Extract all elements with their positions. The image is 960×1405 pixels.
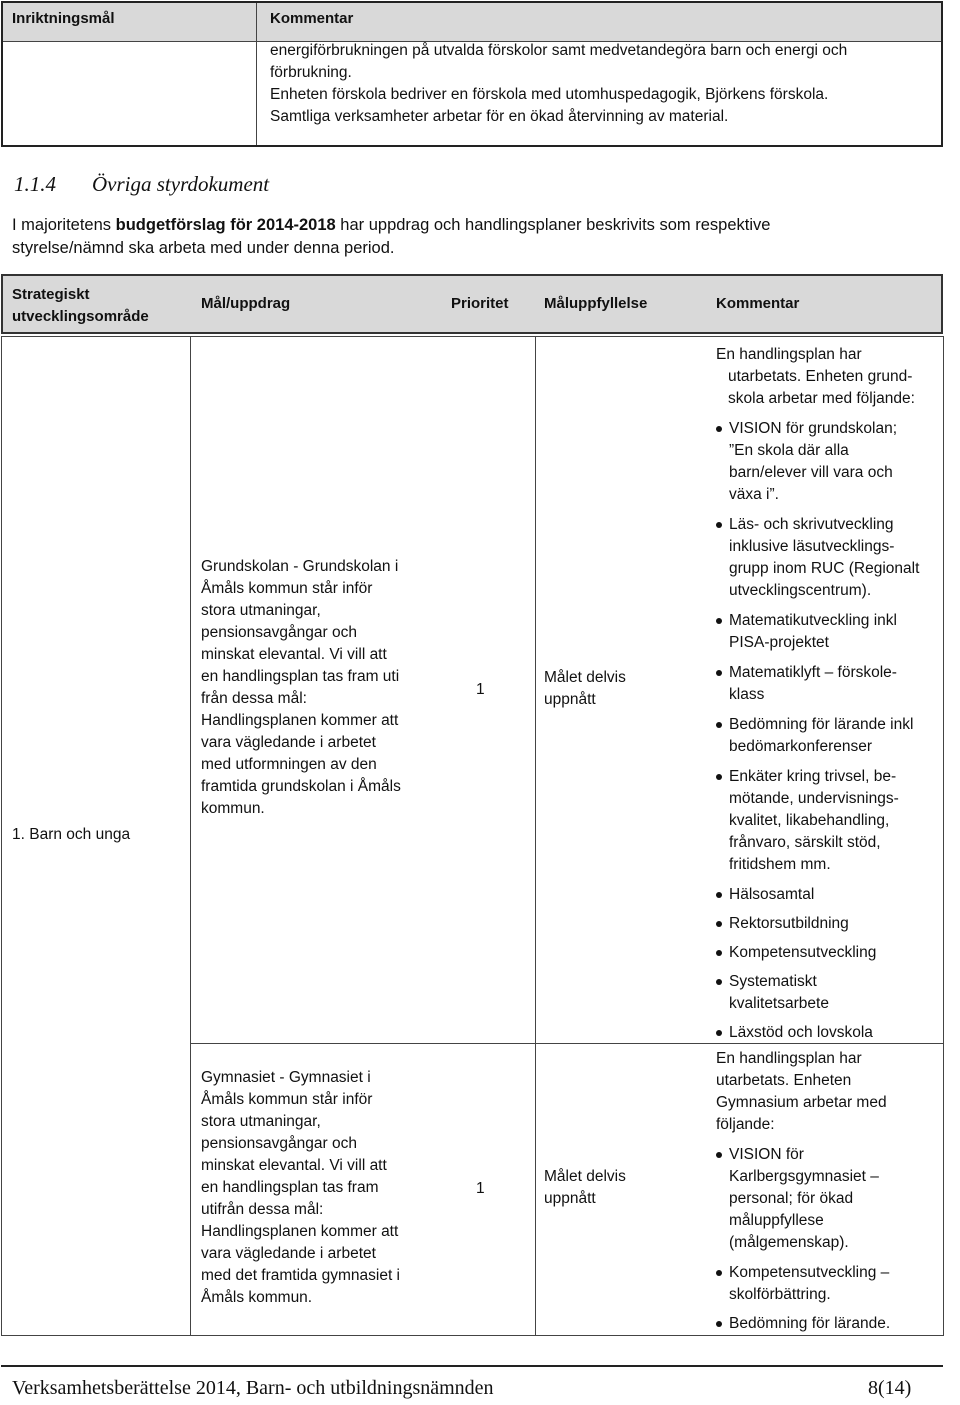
goal-line: vara vägledande i arbetet	[201, 734, 376, 751]
comment-intro-line: utarbetats. Enheten grund-	[728, 368, 913, 385]
goal-line: en handlingsplan tas fram	[201, 1179, 379, 1196]
bullet-line: mötande, undervisnings-	[729, 790, 899, 807]
goal-line: stora utmaningar,	[201, 602, 321, 619]
row1-fulfillment	[544, 667, 626, 711]
fulfillment-line: uppnått	[544, 691, 596, 708]
bullet-line: Läxstöd och lovskola	[729, 1024, 873, 1041]
goal-line: pensionsavgångar och	[201, 1135, 357, 1152]
bullet-line: inklusive läsutvecklings-	[729, 538, 895, 555]
bullet-line: Bedömning för lärande inkl	[729, 716, 914, 733]
bullet-item	[716, 913, 938, 935]
header-comment: Kommentar	[716, 295, 800, 312]
bullet-item	[716, 1144, 938, 1254]
bullet-line: Matematiklyft – förskole-	[729, 664, 897, 681]
top-table-divider	[256, 3, 257, 145]
bullet-item	[716, 1022, 938, 1044]
bullet-line: Karlbergsgymnasiet –	[729, 1168, 879, 1185]
row1-priority: 1	[476, 681, 485, 698]
row1-comment	[716, 344, 938, 1044]
goal-line: minskat elevantal. Vi vill att	[201, 1157, 387, 1174]
bullet-item	[716, 1313, 938, 1335]
bullet-line: måluppfyllese	[729, 1212, 824, 1229]
table-border-left	[1, 336, 2, 1335]
top-comment-line: Enheten förskola bedriver en förskola med utomhuspedagogik, Björkens förskola.	[270, 86, 829, 103]
row2-bullet-list	[716, 1144, 938, 1335]
fulfillment-line: uppnått	[544, 1190, 596, 1207]
goal-line: Åmåls kommun.	[201, 1289, 313, 1306]
table-border-bottom	[1, 1335, 944, 1336]
footer-rule	[1, 1365, 943, 1367]
bullet-item	[716, 610, 938, 654]
goal-line: från dessa mål:	[201, 690, 307, 707]
bullet-line: personal; för ökad	[729, 1190, 854, 1207]
bullet-item	[716, 884, 938, 906]
intro-text-2: har uppdrag och handlingsplaner beskrivits som respektive	[335, 216, 771, 234]
goal-line: framtida grundskolan i Åmåls	[201, 778, 401, 795]
row1-bullet-list	[716, 418, 938, 1044]
intro-line-2: styrelse/nämnd ska arbeta med under denna period.	[12, 239, 395, 257]
bullet-line: (målgemenskap).	[729, 1234, 849, 1251]
top-comment-line: förbrukning.	[270, 64, 352, 81]
bullet-line: växa i”.	[729, 486, 779, 503]
goal-line: Handlingsplanen kommer att	[201, 712, 399, 729]
header-area	[12, 284, 149, 328]
bullet-line: bedömarkonferenser	[729, 738, 873, 755]
goal-line: Handlingsplanen kommer att	[201, 1223, 399, 1240]
fulfillment-line: Målet delvis	[544, 669, 626, 686]
bullet-line: barn/elever vill vara och	[729, 464, 893, 481]
top-table-header	[3, 3, 941, 42]
goal-line: Gymnasiet - Gymnasiet i	[201, 1069, 371, 1086]
table-border-right	[943, 336, 944, 1335]
bullet-line: Hälsosamtal	[729, 886, 815, 903]
bullet-line: klass	[729, 686, 765, 703]
table-col-line	[535, 336, 536, 1335]
bullet-line: ”En skola där alla	[729, 442, 849, 459]
bullet-item	[716, 942, 938, 964]
bullet-line: Enkäter kring trivsel, be-	[729, 768, 897, 785]
bullet-line: fritidshem mm.	[729, 856, 831, 873]
bullet-item	[716, 418, 938, 506]
goal-line: minskat elevantal. Vi vill att	[201, 646, 387, 663]
bullet-line: skolförbättring.	[729, 1286, 831, 1303]
bullet-line: kvalitet, likabehandling,	[729, 812, 890, 829]
intro-line-1	[12, 214, 770, 237]
bullet-item	[716, 714, 938, 758]
section-number: 1.1.4	[14, 172, 56, 196]
bullet-line: Kompetensutveckling	[729, 944, 877, 961]
bullet-line: grupp inom RUC (Regionalt	[729, 560, 920, 577]
goal-line: med utformningen av den	[201, 756, 377, 773]
comment-intro-line: utarbetats. Enheten	[716, 1072, 852, 1089]
goal-line: en handlingsplan tas fram uti	[201, 668, 400, 685]
bullet-item	[716, 766, 938, 876]
goal-line: pensionsavgångar och	[201, 624, 357, 641]
header-fulfillment: Måluppfyllelse	[544, 295, 648, 312]
bullet-line: Matematikutveckling inkl	[729, 612, 897, 629]
bullet-line: Kompetensutveckling –	[729, 1264, 890, 1281]
bullet-line: Läs- och skrivutveckling	[729, 516, 894, 533]
row2-comment	[716, 1048, 938, 1335]
bullet-line: kvalitetsarbete	[729, 995, 829, 1012]
area-cell: 1. Barn och unga	[12, 826, 131, 843]
top-col2-header: Kommentar	[270, 10, 354, 27]
comment-intro-line: En handlingsplan har	[716, 346, 862, 363]
bullet-line: VISION för grundskolan;	[729, 420, 897, 437]
table-row-line	[1, 336, 944, 337]
comment-intro-line: följande:	[716, 1116, 775, 1133]
section-title: Övriga styrdokument	[92, 172, 270, 196]
bullet-item	[716, 1262, 938, 1306]
comment-intro-line: skola arbetar med följande:	[728, 390, 915, 407]
bullet-line: Bedömning för lärande.	[729, 1315, 891, 1332]
comment-intro-line: Gymnasium arbetar med	[716, 1094, 887, 1111]
bullet-line: frånvaro, särskilt stöd,	[729, 834, 881, 851]
footer-title: Verksamhetsberättelse 2014, Barn- och utbildningsnämnden	[12, 1377, 494, 1399]
intro-text-1: I majoritetens	[12, 216, 116, 234]
row2-priority: 1	[476, 1180, 485, 1197]
row2-fulfillment	[544, 1166, 626, 1210]
top-comment-line: Samtliga verksamheter arbetar för en ökad återvinning av material.	[270, 108, 729, 125]
goal-line: Åmåls kommun står inför	[201, 580, 373, 597]
bullet-line: utvecklingscentrum).	[729, 582, 872, 599]
bullet-item	[716, 971, 938, 1015]
intro-paragraph	[12, 214, 770, 260]
goal-line: vara vägledande i arbetet	[201, 1245, 376, 1262]
bullet-line: Systematiskt	[729, 973, 817, 990]
bullet-line: VISION för	[729, 1146, 804, 1163]
header-area-line1: Strategiskt	[12, 286, 90, 303]
row1-goal	[201, 556, 401, 820]
bullet-item	[716, 662, 938, 706]
goal-line: med det framtida gymnasiet i	[201, 1267, 401, 1284]
goal-line: kommun.	[201, 800, 265, 817]
goal-line: utifrån dessa mål:	[201, 1201, 324, 1218]
goal-line: Åmåls kommun står inför	[201, 1091, 373, 1108]
header-priority: Prioritet	[451, 295, 509, 312]
header-area-line2: utvecklingsområde	[12, 308, 149, 325]
goal-line: Grundskolan - Grundskolan i	[201, 558, 399, 575]
row2-goal	[201, 1067, 400, 1309]
intro-bold: budgetförslag för 2014-2018	[115, 216, 336, 234]
fulfillment-line: Målet delvis	[544, 1168, 626, 1185]
page-number: 8(14)	[868, 1377, 912, 1399]
comment-intro-line: En handlingsplan har	[716, 1050, 862, 1067]
table-col-line	[190, 336, 191, 1335]
goal-line: stora utmaningar,	[201, 1113, 321, 1130]
top-comment-line: energiförbrukningen på utvalda förskolor samt medvetandegöra barn och energi och	[270, 42, 848, 59]
top-comment-text	[270, 40, 847, 128]
header-goal: Mål/uppdrag	[201, 295, 291, 312]
bullet-item	[716, 514, 938, 602]
bullet-line: PISA-projektet	[729, 634, 829, 651]
top-col1-header: Inriktningsmål	[12, 10, 115, 27]
bullet-line: Rektorsutbildning	[729, 915, 849, 932]
